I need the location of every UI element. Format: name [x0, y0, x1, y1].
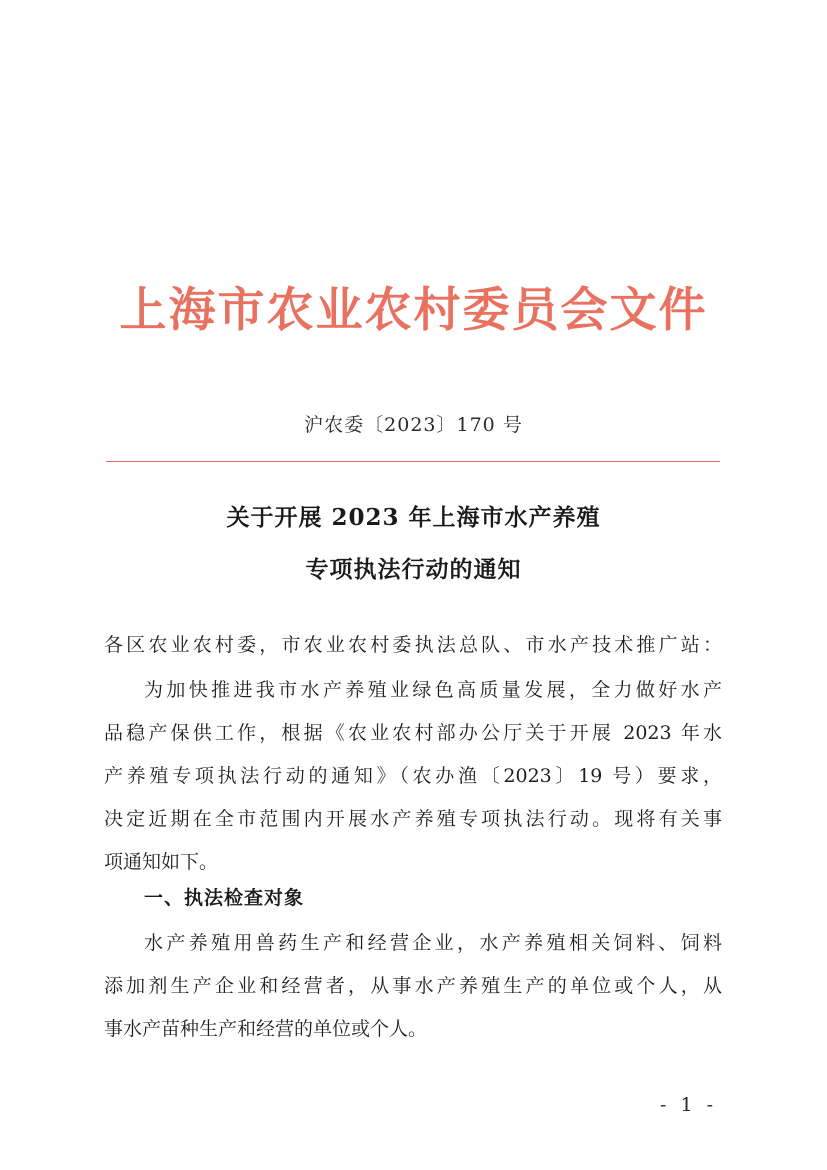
- addressee: 各区农业农村委，市农业农村委执法总队、市水产技术推广站：: [104, 634, 722, 656]
- paragraph-1-line: 项通知如下。: [104, 851, 219, 873]
- paragraph-1-line: 为加快推进我市水产养殖业绿色高质量发展，全力做好水产: [144, 679, 722, 701]
- masthead-title: 上海市农业农村委员会文件: [119, 283, 708, 338]
- document-number: 沪农委〔2023〕170 号: [304, 414, 523, 436]
- paragraph-1-line: 产养殖专项执法行动的通知》（农办渔〔2023〕19 号）要求，: [104, 765, 722, 787]
- notice-title-line-1: 关于开展 2023 年上海市水产养殖: [226, 504, 601, 531]
- paragraph-2-line: 水产养殖用兽药生产和经营企业，水产养殖相关饲料、饲料: [144, 932, 722, 954]
- paragraph-1-line: 决定近期在全市范围内开展水产养殖专项执法行动。现将有关事: [104, 808, 722, 830]
- paragraph-1-line: 品稳产保供工作，根据《农业农村部办公厅关于开展 2023 年水: [104, 722, 722, 744]
- page-number: - 1 -: [660, 1094, 718, 1116]
- section-1-heading: 一、执法检查对象: [144, 887, 305, 909]
- paragraph-2-line: 事水产苗种生产和经营的单位或个人。: [104, 1018, 428, 1040]
- paragraph-2-line: 添加剂生产企业和经营者，从事水产养殖生产的单位或个人，从: [104, 975, 722, 997]
- notice-title-line-2: 专项执法行动的通知: [305, 556, 522, 583]
- red-separator-line: [106, 461, 720, 462]
